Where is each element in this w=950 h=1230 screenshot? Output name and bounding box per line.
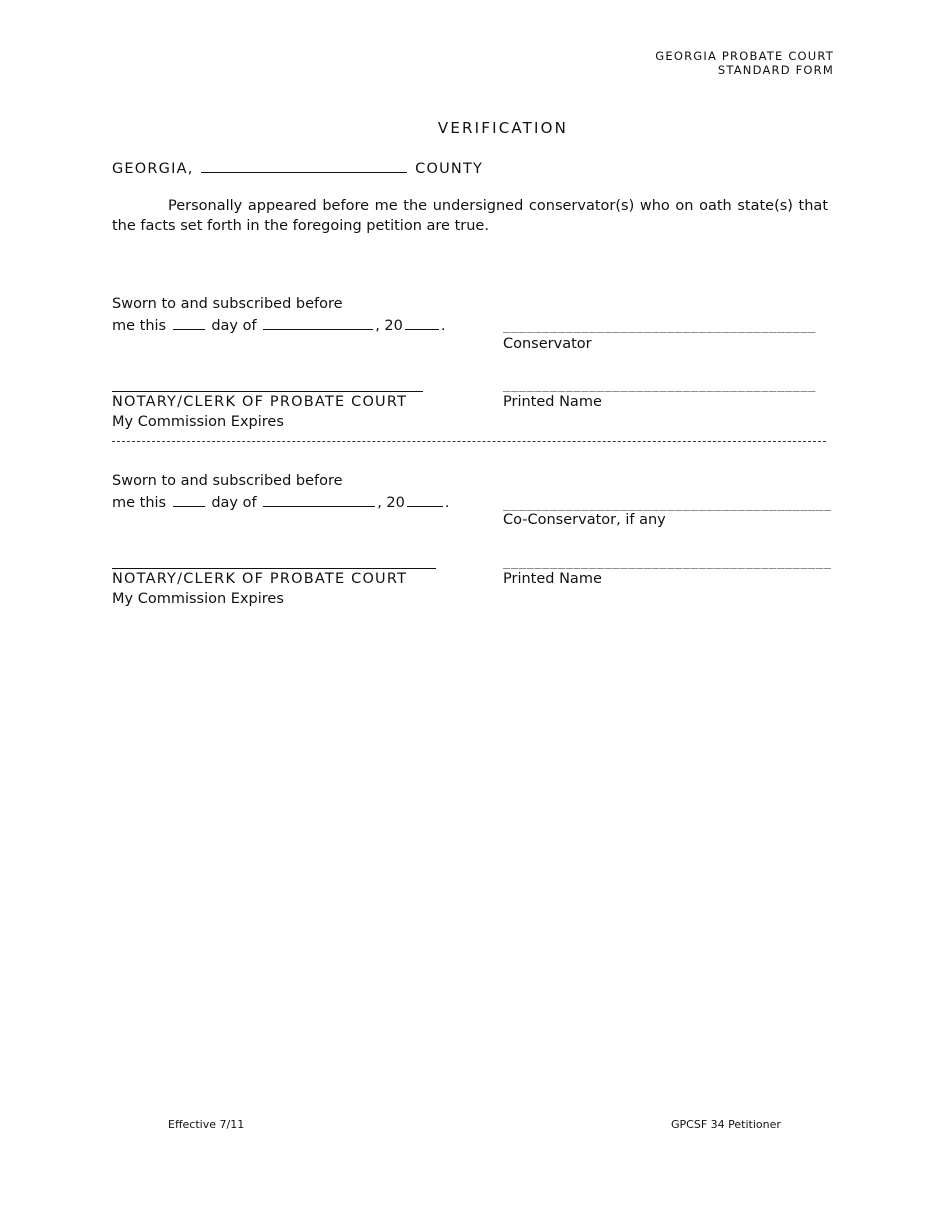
date-line-1: me this day of , 20 . [112,314,446,336]
notary-label-2: NOTARY/CLERK OF PROBATE COURT [112,571,408,587]
month-blank-1[interactable] [263,314,373,330]
co-conservator-signature-line[interactable]: __________________________________________ [503,497,832,511]
section-divider [112,441,826,442]
year-prefix: , 20 [377,495,405,511]
printed-name-line-2[interactable]: __________________________________________ [503,555,832,569]
printed-name-line-1[interactable]: ________________________________________ [503,378,816,392]
court-header-line1: GEORGIA PROBATE COURT [655,49,834,63]
printed-name-label-1: Printed Name [503,394,602,410]
day-blank-2[interactable] [173,491,205,507]
month-blank-2[interactable] [263,491,375,507]
conservator-signature-line[interactable]: ________________________________________ [503,319,816,333]
year-blank-2[interactable] [407,491,443,507]
notary-label-1: NOTARY/CLERK OF PROBATE COURT [112,394,408,410]
day-of-label: day of [211,495,257,511]
county-line [112,157,483,179]
co-conservator-label: Co-Conservator, if any [503,512,666,528]
day-blank-1[interactable] [173,314,205,330]
sworn-line-1: Sworn to and subscribed before [112,296,343,312]
me-this-label: me this [112,318,167,334]
county-blank[interactable] [201,157,407,173]
day-of-label: day of [211,318,257,334]
conservator-label: Conservator [503,336,592,352]
page-title: VERIFICATION [437,119,569,137]
date-line-2: me this day of , 20 . [112,491,450,513]
sworn-line-2: Sworn to and subscribed before [112,473,343,489]
effective-date: Effective 7/11 [168,1118,245,1131]
commission-label-2: My Commission Expires [112,591,284,607]
year-prefix: , 20 [375,318,403,334]
form-id: GPCSF 34 Petitioner [671,1118,781,1131]
oath-paragraph: Personally appeared before me the undersigned conservator(s) who on oath state(s) that the facts set forth in the foregoing petition are true. [112,198,828,234]
court-header-line2: STANDARD FORM [717,63,834,77]
printed-name-label-2: Printed Name [503,571,602,587]
county-label: COUNTY [415,161,484,177]
commission-label-1: My Commission Expires [112,414,284,430]
me-this-label: me this [112,495,167,511]
year-blank-1[interactable] [405,314,439,330]
state-label: GEORGIA, [112,161,194,177]
